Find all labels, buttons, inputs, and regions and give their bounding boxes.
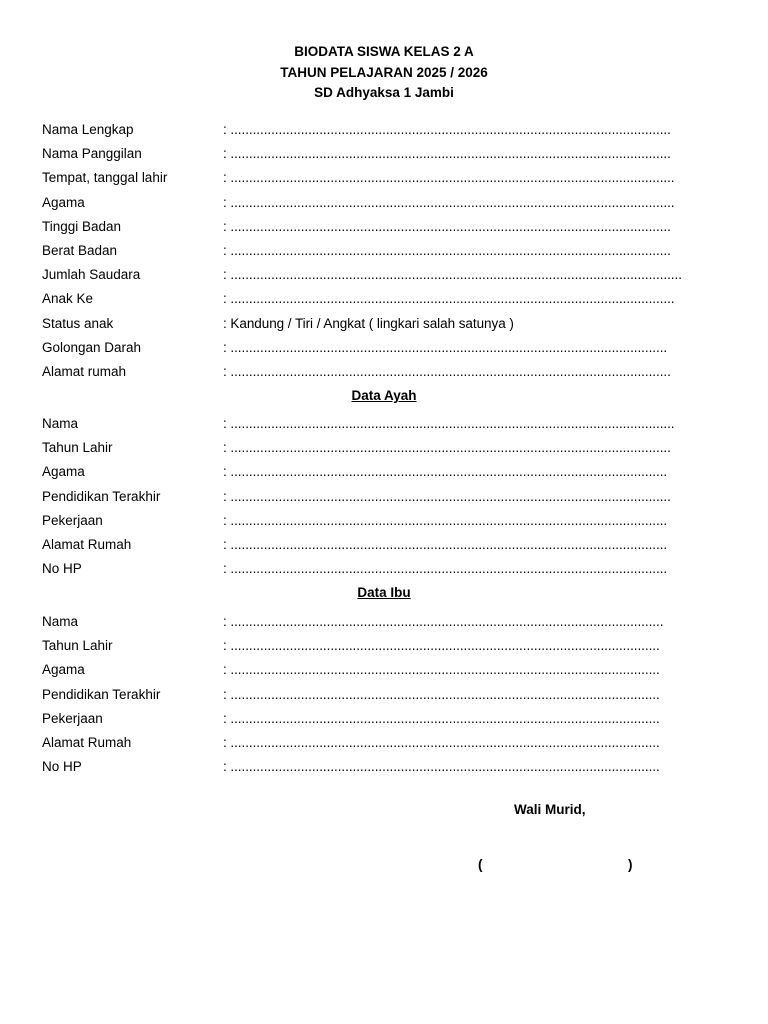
field-row (42, 142, 742, 166)
field-label: Nama (42, 416, 79, 431)
status-options: : Kandung / Tiri / Angkat ( lingkari salah satunya ) (223, 315, 514, 331)
academic-year: TAHUN PELAJARAN 2025 / 2026 (280, 64, 488, 80)
field-label: Status anak (42, 315, 114, 331)
field-blank: : ........................................................................................................................ (223, 416, 675, 431)
signature-paren-close: ) (628, 857, 633, 872)
mother-section (42, 610, 742, 779)
field-label: Golongan Darah (42, 339, 142, 355)
field-label: Anak Ke (42, 291, 94, 307)
field-blank: : ...................................................................................................................... (223, 339, 668, 355)
field-blank: : .................................................................................................................... (223, 710, 660, 726)
field-label: Jumlah Saudara (42, 267, 141, 283)
field-blank: : ........................................................................................................................ (223, 170, 675, 186)
document-title: BIODATA SISWA KELAS 2 A (294, 44, 474, 59)
field-label: Berat Badan (42, 242, 118, 258)
field-label: No HP (42, 561, 82, 577)
field-label: Agama (42, 662, 85, 678)
field-blank: : ........................................................................................................................ (223, 291, 675, 307)
field-blank: : ....................................................................................................................... (223, 218, 671, 234)
field-blank: : ...................................................................................................................... (223, 561, 668, 577)
mother-heading: Data Ibu (357, 585, 411, 600)
field-row (42, 118, 742, 142)
field-blank: : ....................................................................................................................... (223, 122, 671, 137)
field-row (42, 263, 742, 287)
field-row (42, 436, 742, 460)
field-row (42, 485, 742, 509)
field-row (42, 215, 742, 239)
field-row (42, 731, 742, 755)
field-row (42, 412, 742, 436)
field-label: Tempat, tanggal lahir (42, 170, 168, 186)
field-row (42, 634, 742, 658)
field-row (42, 610, 742, 634)
field-label: Pendidikan Terakhir (42, 686, 161, 702)
field-label: Pekerjaan (42, 710, 103, 726)
father-section (42, 412, 742, 581)
field-blank: : ....................................................................................................................... (223, 242, 671, 258)
field-label: Nama (42, 614, 79, 629)
field-label: Tinggi Badan (42, 218, 122, 234)
field-row (42, 533, 742, 557)
field-row (42, 287, 742, 311)
field-label: Pekerjaan (42, 512, 103, 528)
field-blank: : ..................................................................................................................... (223, 614, 664, 629)
field-blank: : .......................................................................................................................... (223, 267, 682, 283)
field-blank: : .................................................................................................................... (223, 686, 660, 702)
field-row (42, 557, 742, 581)
field-row (42, 191, 742, 215)
field-blank: : ...................................................................................................................... (223, 464, 668, 480)
field-label: Agama (42, 194, 85, 210)
field-blank: : .................................................................................................................... (223, 662, 660, 678)
field-blank: : .................................................................................................................... (223, 638, 660, 654)
field-blank: : .................................................................................................................... (223, 734, 660, 750)
field-row (42, 509, 742, 533)
field-blank: : ...................................................................................................................... (223, 512, 668, 528)
field-row (42, 707, 742, 731)
field-row (42, 460, 742, 484)
field-blank: : ....................................................................................................................... (223, 440, 671, 456)
field-row (42, 683, 742, 707)
field-label: Nama Lengkap (42, 122, 134, 137)
field-blank: : ....................................................................................................................... (223, 488, 671, 504)
field-row (42, 336, 742, 360)
field-blank: : .................................................................................................................... (223, 759, 660, 775)
field-blank: : ...................................................................................................................... (223, 536, 668, 552)
field-label: Alamat Rumah (42, 536, 132, 552)
field-row (42, 166, 742, 190)
field-label: No HP (42, 759, 82, 775)
field-label: Pendidikan Terakhir (42, 488, 161, 504)
field-label: Tahun Lahir (42, 638, 113, 654)
field-blank: : ........................................................................................................................ (223, 194, 675, 210)
field-label: Alamat rumah (42, 363, 127, 379)
title-block (0, 42, 768, 104)
field-row (42, 312, 742, 336)
field-row (42, 755, 742, 779)
field-label: Nama Panggilan (42, 146, 142, 162)
field-label: Agama (42, 464, 85, 480)
field-label: Tahun Lahir (42, 440, 113, 456)
signature-paren-open: ( (478, 857, 483, 872)
field-label: Alamat Rumah (42, 734, 132, 750)
student-section (42, 118, 742, 384)
field-blank: : ....................................................................................................................... (223, 146, 671, 162)
field-row (42, 239, 742, 263)
field-row (42, 360, 742, 384)
field-row (42, 658, 742, 682)
school-name: SD Adhyaksa 1 Jambi (314, 85, 454, 100)
field-blank: : ....................................................................................................................... (223, 363, 671, 379)
guardian-signature-label: Wali Murid, (514, 802, 586, 817)
father-heading: Data Ayah (351, 388, 417, 403)
